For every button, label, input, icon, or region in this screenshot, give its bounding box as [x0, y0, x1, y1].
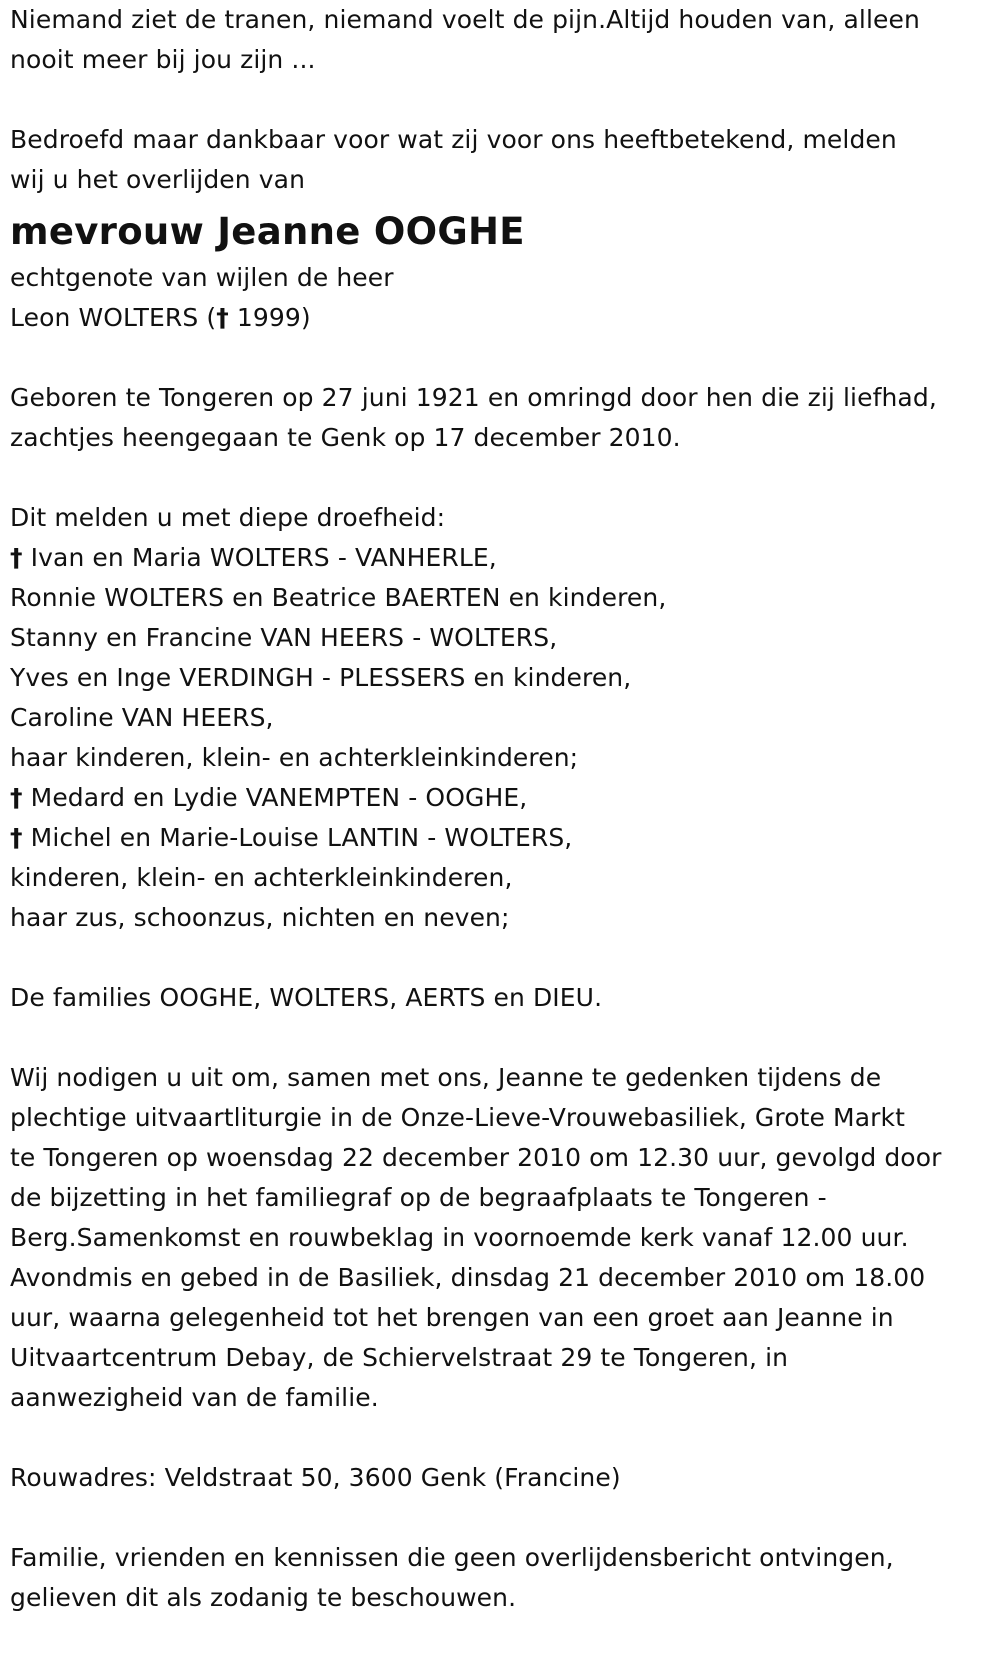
spouse-year: 1999)	[228, 303, 311, 332]
spacer	[10, 1498, 990, 1538]
list-item: haar zus, schoonzus, nichten en neven;	[10, 903, 510, 932]
spacer	[10, 1418, 990, 1458]
list-item: Stanny en Francine VAN HEERS - WOLTERS,	[10, 623, 558, 652]
list-item: haar kinderen, klein- en achterkleinkinderen;	[10, 743, 579, 772]
ceremony-line: Berg.Samenkomst en rouwbeklag in voornoemde kerk vanaf 12.00 uur.	[10, 1223, 909, 1252]
spacer	[10, 458, 990, 498]
ceremony-line: uur, waarna gelegenheid tot het brengen van een groet aan Jeanne in	[10, 1303, 894, 1332]
birth-line-1: Geboren te Tongeren op 27 juni 1921 en omringd door hen die zij liefhad,	[10, 383, 937, 412]
spacer	[10, 80, 990, 120]
birth-death-info	[10, 378, 990, 458]
ceremony-line: te Tongeren op woensdag 22 december 2010 om 12.30 uur, gevolgd door	[10, 1143, 942, 1172]
cross-icon: †	[216, 303, 229, 332]
spacer	[10, 338, 990, 378]
families-line: De families OOGHE, WOLTERS, AERTS en DIEU.	[10, 983, 603, 1012]
intro-line-2: nooit meer bij jou zijn ...	[10, 45, 316, 74]
intro-line-1: Niemand ziet de tranen, niemand voelt de pijn.Altijd houden van, alleen	[10, 5, 920, 34]
spacer	[10, 938, 990, 978]
list-item: kinderen, klein- en achterkleinkinderen,	[10, 863, 513, 892]
list-item: Caroline VAN HEERS,	[10, 703, 274, 732]
list-item: Ronnie WOLTERS en Beatrice BAERTEN en kinderen,	[10, 583, 667, 612]
cross-icon: †	[10, 823, 23, 852]
list-item-text: Michel en Marie-Louise LANTIN - WOLTERS,	[22, 823, 573, 852]
ceremony-line: Avondmis en gebed in de Basiliek, dinsdag 21 december 2010 om 18.00	[10, 1263, 926, 1292]
ceremony-line: aanwezigheid van de familie.	[10, 1383, 379, 1412]
ceremony-info	[10, 1058, 990, 1418]
closing-line-2: gelieven dit als zodanig te beschouwen.	[10, 1583, 517, 1612]
spouse-name: Leon WOLTERS (	[10, 303, 217, 332]
cross-icon: †	[10, 783, 23, 812]
announcement-line-1: Bedroefd maar dankbaar voor wat zij voor ons heeftbetekend, melden	[10, 125, 897, 154]
announcement-line-2: wij u het overlijden van	[10, 165, 306, 194]
deceased-name: mevrouw Jeanne OOGHE	[10, 210, 525, 253]
closing-line-1: Familie, vrienden en kennissen die geen overlijdensbericht ontvingen,	[10, 1543, 894, 1572]
mourners-list	[10, 498, 990, 938]
spouse-line-1: echtgenote van wijlen de heer	[10, 263, 394, 292]
ceremony-line: Wij nodigen u uit om, samen met ons, Jeanne te gedenken tijdens de	[10, 1063, 882, 1092]
ceremony-line: plechtige uitvaartliturgie in de Onze-Lieve-Vrouwebasiliek, Grote Markt	[10, 1103, 906, 1132]
list-item	[10, 778, 990, 818]
list-item: Yves en Inge VERDINGH - PLESSERS en kinderen,	[10, 663, 632, 692]
mourners-heading: Dit melden u met diepe droefheid:	[10, 503, 446, 532]
list-item-text: Medard en Lydie VANEMPTEN - OOGHE,	[22, 783, 528, 812]
spacer	[10, 1018, 990, 1058]
ceremony-line: Uitvaartcentrum Debay, de Schiervelstraat 29 te Tongeren, in	[10, 1343, 789, 1372]
mourning-address: Rouwadres: Veldstraat 50, 3600 Genk (Francine)	[10, 1463, 621, 1492]
death-notice	[10, 0, 990, 1618]
announcement	[10, 120, 990, 200]
list-item	[10, 538, 990, 578]
list-item	[10, 818, 990, 858]
birth-line-2: zachtjes heengegaan te Genk op 17 december 2010.	[10, 423, 681, 452]
closing-note	[10, 1538, 990, 1618]
ceremony-line: de bijzetting in het familiegraf op de begraafplaats te Tongeren -	[10, 1183, 827, 1212]
spouse-info	[10, 258, 990, 338]
intro-verse	[10, 0, 990, 80]
spouse-line-2	[10, 298, 990, 338]
list-item-text: Ivan en Maria WOLTERS - VANHERLE,	[22, 543, 497, 572]
cross-icon: †	[10, 543, 23, 572]
